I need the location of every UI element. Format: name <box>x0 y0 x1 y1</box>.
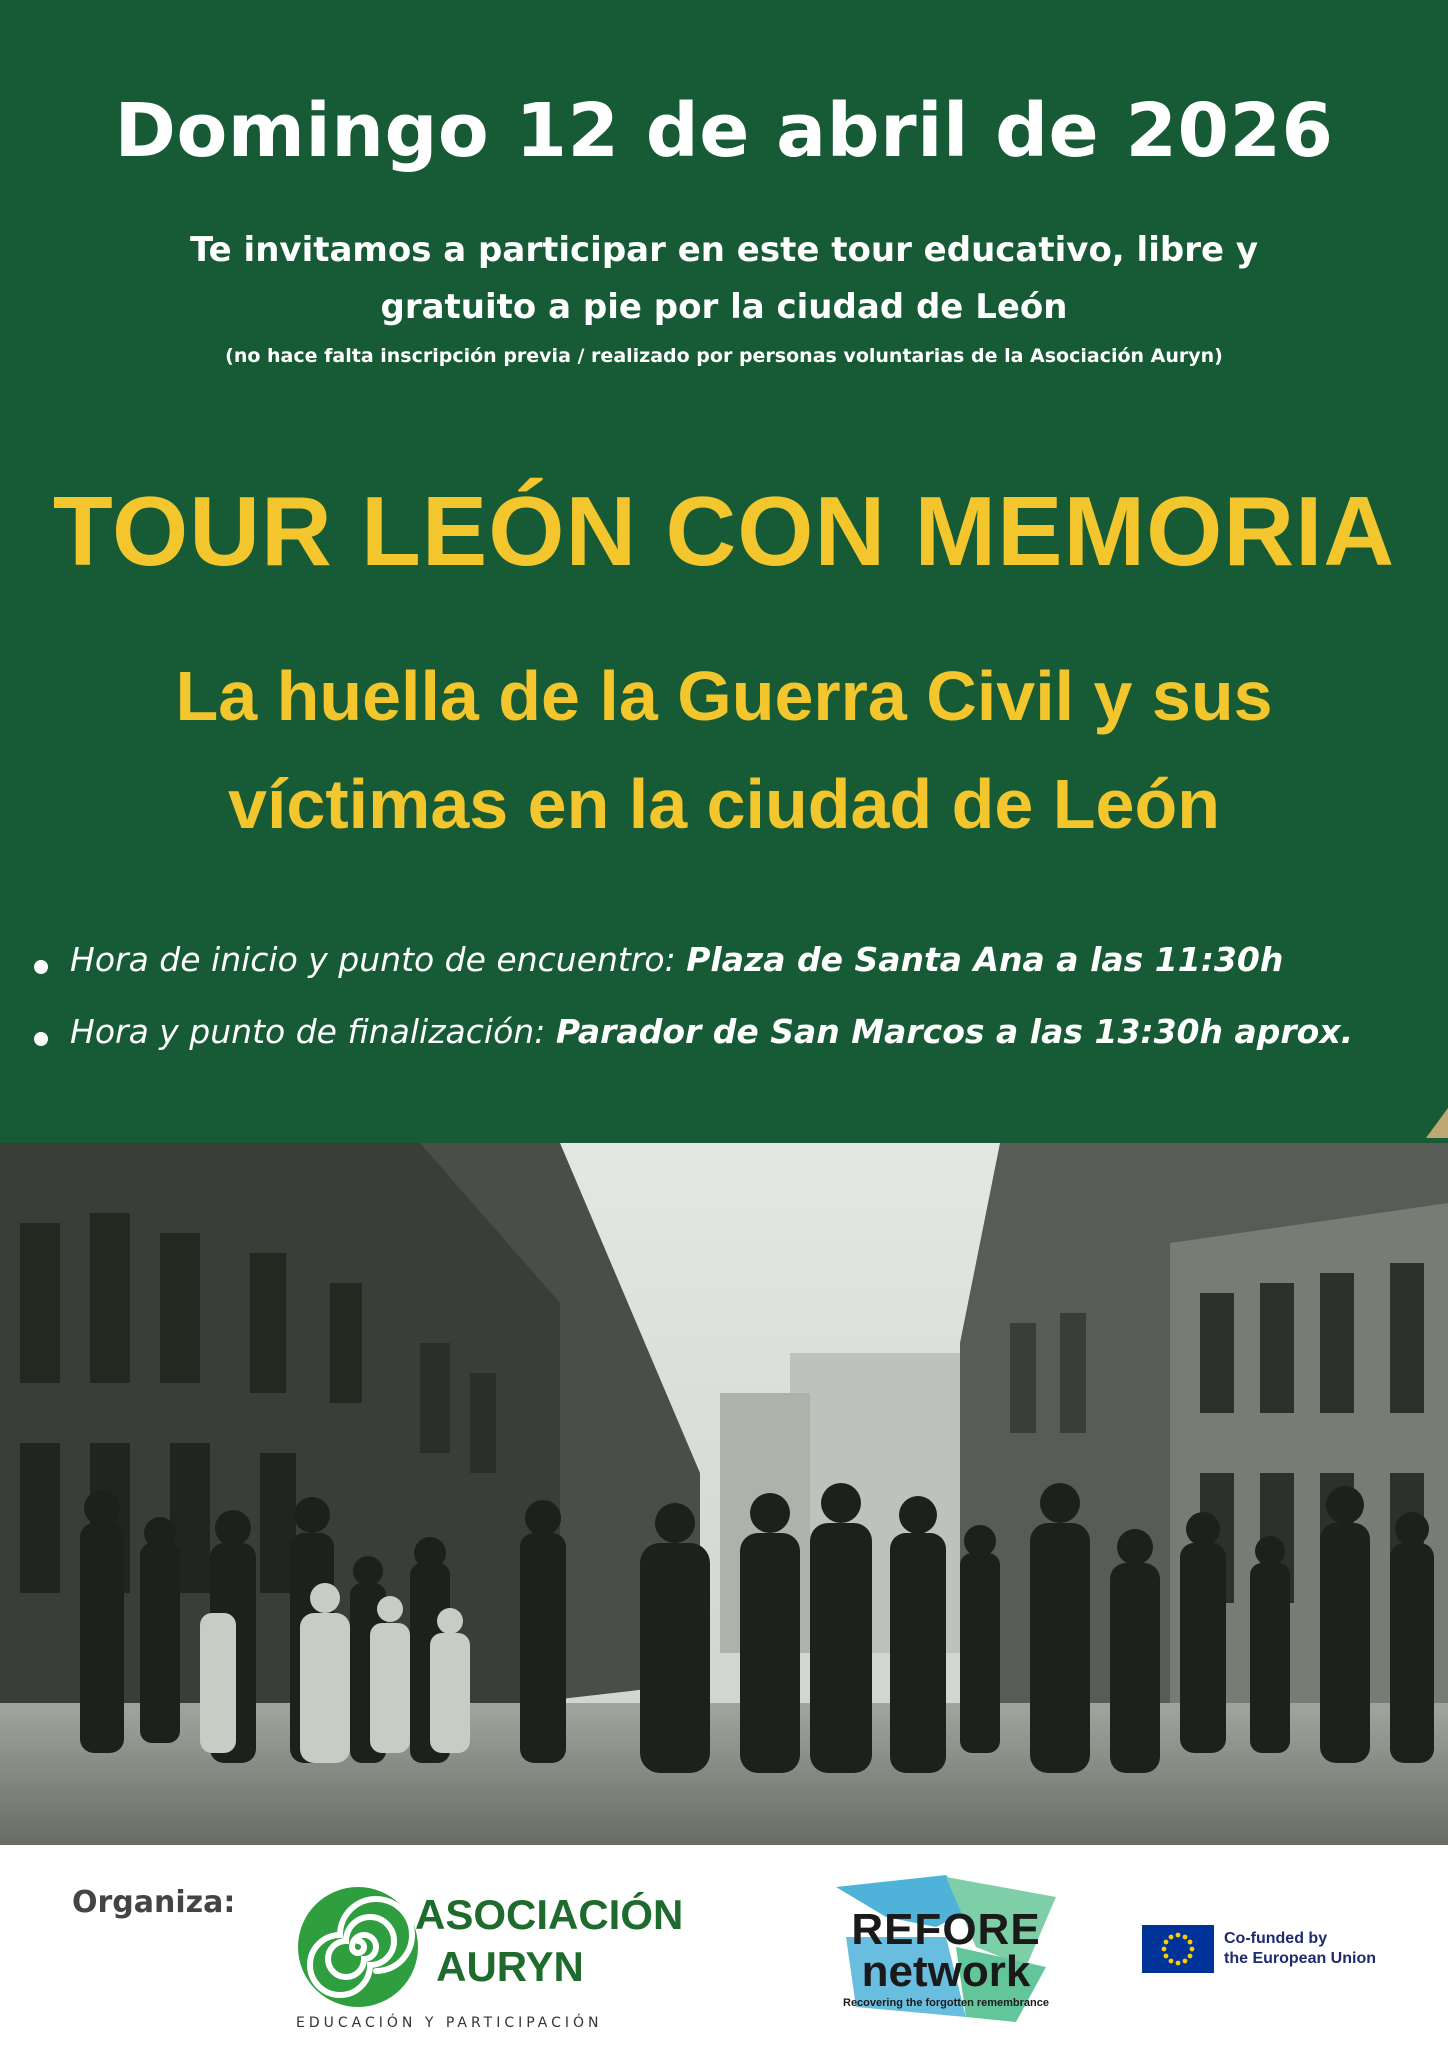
footer <box>0 1845 1448 2048</box>
detail-end-label: Hora y punto de finalización: <box>70 1012 546 1051</box>
auryn-name: ASOCIACIÓN AURYN <box>415 1891 684 1990</box>
auryn-tagline: EDUCACIÓN Y PARTICIPACIÓN <box>296 2015 603 2031</box>
bullet-icon <box>34 1032 48 1046</box>
bullet-icon <box>34 960 48 974</box>
detail-start-value: Plaza de Santa Ana a las 11:30h <box>686 940 1284 979</box>
spiral-logo-icon <box>296 1885 420 2009</box>
tour-subtitle <box>60 642 1388 858</box>
detail-start-label: Hora de inicio y punto de encuentro: <box>70 940 676 979</box>
tour-title: TOUR LEÓN CON MEMORIA <box>52 476 1396 586</box>
detail-start <box>28 940 1448 1012</box>
registration-note: (no hace falta inscripción previa / realizado por personas voluntarias de la Asociación Auryn) <box>225 345 1223 367</box>
refore-tagline: Recovering the forgotten remembrance <box>843 1997 1049 2009</box>
event-date: Domingo 12 de abril de 2026 <box>114 88 1334 174</box>
paper-tear-corner <box>1426 1108 1448 1138</box>
subtitle-line-1: La huella de la Guerra Civil y sus <box>175 657 1273 735</box>
eu-cofunding <box>1142 1925 1442 1975</box>
detail-end-value: Parador de San Marcos a las 13:30h aprox. <box>555 1012 1354 1051</box>
organiza-label: Organiza: <box>72 1885 236 1920</box>
eu-flag-icon <box>1142 1925 1214 1973</box>
detail-end <box>28 1012 1448 1084</box>
historic-street-photo <box>0 1143 1448 1845</box>
refore-logo <box>826 1867 1066 2027</box>
invite-text: Te invitamos a participar en este tour educativo, libre y gratuito a pie por la ciudad de León <box>189 230 1259 327</box>
eu-text: Co-funded by the European Union <box>1224 1930 1376 1967</box>
details-list <box>28 940 1448 1084</box>
refore-word2: network <box>861 1947 1031 1996</box>
subtitle-line-2: víctimas en la ciudad de León <box>228 765 1220 843</box>
refore-word1: REFORE <box>851 1905 1041 1954</box>
